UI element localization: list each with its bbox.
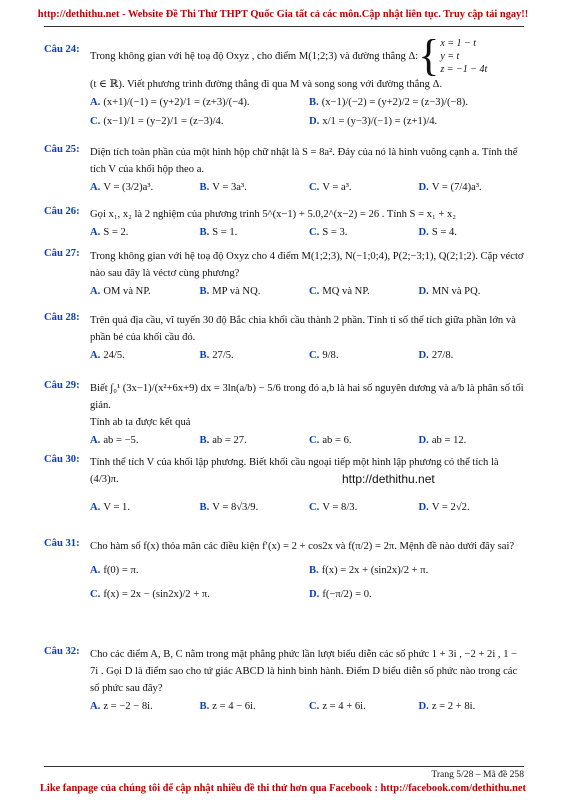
- option-c: C. f(x) = 2x − (sin2x)/2 + π.: [90, 589, 210, 600]
- question-text: Diện tích toàn phần của một hình hộp chữ nhật là S = 8a². Đáy của nó là hình vuông cạnh a. Tính thể tích V của khối hộp theo a.: [90, 147, 518, 175]
- option-b: B. ab = 27.: [199, 435, 247, 446]
- option-b: B. (x−1)/(−2) = (y+2)/2 = (z−3)/(−8).: [309, 97, 468, 108]
- question-text-continued: Tính ab ta được kết quả: [90, 417, 191, 428]
- option-b: B. z = 4 − 6i.: [199, 701, 256, 712]
- option-a: A. 24/5.: [90, 350, 125, 361]
- footer-rule: [44, 766, 524, 767]
- option-a: A. ab = −5.: [90, 435, 139, 446]
- question-number: Câu 30:: [44, 454, 80, 465]
- option-b: B. V = 8√3/9.: [199, 502, 259, 513]
- option-d: D. V = (7/4)a³.: [418, 182, 482, 193]
- option-b: B. 27/5.: [199, 350, 234, 361]
- question-24: [44, 31, 528, 144]
- question-text: Cho hàm số f(x) thỏa mãn các điều kiện f′(x) = 2 + cos2x và f(π/2) = 2π. Mệnh đề nào dưới đây sai?: [90, 541, 515, 552]
- option-d: D. MN và PQ.: [418, 286, 481, 297]
- page-number: Trang 5/28 – Mã đề 258: [431, 769, 524, 780]
- page-header-banner: http://dethithu.net - Website Đề Thi Thử THPT Quốc Gia tất cả các môn.Cập nhật liên tục. Truy cập tải ngay!!: [37, 9, 529, 20]
- option-c: C. MQ và NP.: [309, 286, 370, 297]
- question-text: Biết ∫₀¹ (3x−1)/(x²+6x+9) dx = 3ln(a/b) − 5/6 trong đó a,b là hai số nguyên dương và a/b là phân số tối giản.: [90, 383, 524, 411]
- option-a: A. V = 1.: [90, 502, 130, 513]
- option-d: D. V = 2√2.: [418, 502, 470, 513]
- option-b: B. V = 3a³.: [199, 182, 247, 193]
- option-c: C. (x−1)/1 = (y−2)/1 = (z−3)/4.: [90, 116, 224, 127]
- option-d: D. z = 2 + 8i.: [418, 701, 476, 712]
- question-28: [44, 312, 528, 380]
- question-number: Câu 25:: [44, 144, 80, 155]
- question-text-continued: (t ∈ ℝ). Viết phương trình đường thẳng đi qua M và song song với đường thẳng Δ.: [90, 79, 443, 90]
- question-30: [44, 454, 528, 538]
- watermark-link: http://dethithu.net: [342, 472, 435, 486]
- option-b: B. MP và NQ.: [199, 286, 261, 297]
- option-a: A. f(0) = π.: [90, 565, 139, 576]
- option-d: D. 27/8.: [418, 350, 454, 361]
- question-number: Câu 28:: [44, 312, 80, 323]
- question-number: Câu 29:: [44, 380, 80, 391]
- option-a: A. (x+1)/(−1) = (y+2)/1 = (z+3)/(−4).: [90, 97, 250, 108]
- option-d: D. ab = 12.: [418, 435, 467, 446]
- question-number: Câu 32:: [44, 646, 80, 657]
- question-text: Trong không gian với hệ toạ độ Oxyz cho 4 điểm M(1;2;3), N(−1;0;4), P(2;−3;1), Q(2;1;2). Cặp véctơ nào sau đây là véctơ cùng phương?: [90, 251, 524, 279]
- option-c: C. ab = 6.: [309, 435, 352, 446]
- question-29: [44, 380, 528, 454]
- equation-line: x = 1 − t: [440, 37, 477, 49]
- equation-system: { x = 1 − t y = t z = −1 − 4t: [418, 31, 488, 80]
- option-d: D. x/1 = (y−3)/(−1) = (z+1)/4.: [309, 116, 438, 127]
- question-text: Trên quả địa cầu, vĩ tuyến 30 độ Bắc chia khối cầu thành 2 phần. Tính tỉ số thể tích giữa phần lớn và phần bé của khối cầu đó.: [90, 315, 516, 343]
- question-26: [44, 206, 528, 248]
- option-a: A. V = (3/2)a³.: [90, 182, 154, 193]
- option-c: C. S = 3.: [309, 227, 348, 238]
- footer-banner: Like fanpage của chúng tôi để cập nhật nhiều đề thi thử hơn qua Facebook : http://facebook.com/dethithu.net: [40, 783, 526, 794]
- question-text: Tính thể tích V của khối lập phương. Biết khối cầu ngoại tiếp một hình lập phương có thể tích là (4/3)π.: [90, 457, 499, 485]
- question-32: [44, 646, 528, 722]
- question-27: [44, 248, 528, 312]
- header-rule: [44, 26, 524, 27]
- option-d: D. f(−π/2) = 0.: [309, 589, 372, 600]
- option-a: A. OM và NP.: [90, 286, 151, 297]
- option-a: A. z = −2 − 8i.: [90, 701, 153, 712]
- equation-line: y = t: [440, 50, 460, 62]
- option-c: C. z = 4 + 6i.: [309, 701, 366, 712]
- equation-line: z = −1 − 4t: [440, 63, 488, 75]
- question-number: Câu 27:: [44, 248, 80, 259]
- question-number: Câu 24:: [44, 44, 80, 55]
- question-25: [44, 144, 528, 206]
- question-text: Gọi x₁, x₂ là 2 nghiệm của phương trình 5^(x−1) + 5.0,2^(x−2) = 26 . Tính S = x₁ + x₂: [90, 209, 456, 220]
- question-number: Câu 31:: [44, 538, 80, 549]
- option-b: B. f(x) = 2x + (sin2x)/2 + π.: [309, 565, 429, 576]
- option-a: A. S = 2.: [90, 227, 129, 238]
- option-d: D. S = 4.: [418, 227, 457, 238]
- option-c: C. V = a³.: [309, 182, 352, 193]
- question-number: Câu 26:: [44, 206, 80, 217]
- question-list: [44, 31, 528, 722]
- option-c: C. 9/8.: [309, 350, 339, 361]
- question-text: Trong không gian với hệ toạ độ Oxyz , cho điểm M(1;2;3) và đường thẳng Δ:: [90, 50, 419, 62]
- option-b: B. S = 1.: [199, 227, 238, 238]
- question-text: Cho các điểm A, B, C nằm trong mặt phẳng phức lần lượt biểu diễn các số phức 1 + 3i , −2 + 2i , 1 − 7i . Gọi D là điểm sao cho tứ giác ABCD là hình bình hành. Điểm D biểu diễn số phức nào trong các số phức sau đây?: [90, 649, 518, 694]
- question-31: [44, 538, 528, 646]
- option-c: C. V = 8/3.: [309, 502, 358, 513]
